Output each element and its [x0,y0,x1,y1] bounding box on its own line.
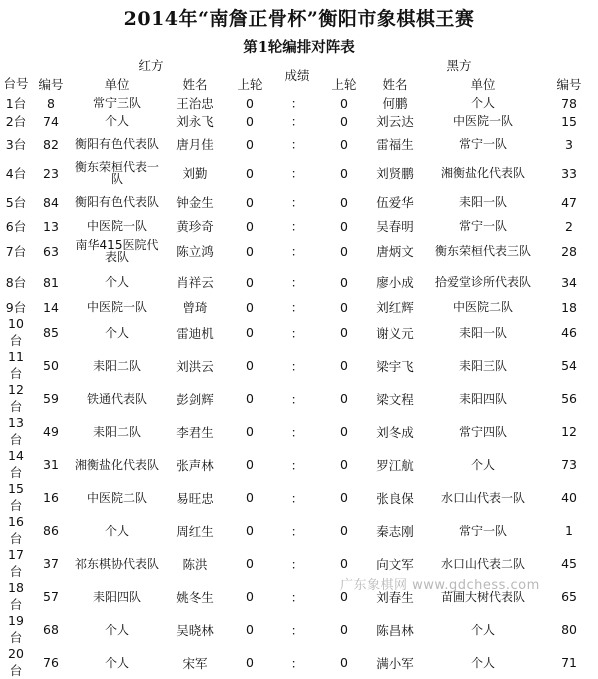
table-no-header: 台号 [3,76,29,91]
black-unit-cell: 中医院二队 [453,300,514,314]
black-no-cell: 28 [561,243,577,259]
table-no-cell: 1台 [5,96,27,111]
black-prev-cell: 0 [340,391,348,406]
result-cell: ： [290,358,304,374]
black-prev-cell: 0 [340,95,348,111]
black-prev-cell: 0 [340,622,348,637]
table-row [2,613,596,646]
black-name-cell: 刘冬成 [376,424,414,440]
black-no-cell: 65 [561,589,577,604]
result-cell: ： [290,325,304,341]
red-no-cell: 85 [43,325,59,340]
red-prev-cell: 0 [246,113,254,129]
table-no-cell: 20台 [8,646,24,678]
table-no-cell: 6台 [5,219,27,234]
result-cell: ： [290,589,304,605]
black-unit-cell: 耒阳一队 [459,325,508,340]
result-cell: ： [290,424,304,440]
red-name-cell: 宋军 [182,655,208,671]
result-cell: ： [290,457,304,473]
table-no-cell: 12台 [8,382,24,414]
red-unit-header: 单位 [104,77,130,92]
black-no-cell: 71 [561,655,577,670]
red-prev-cell: 0 [246,274,254,290]
red-name-cell: 陈洪 [182,556,208,572]
red-no-cell: 31 [43,457,59,472]
table-no-cell: 17台 [8,547,24,579]
red-no-cell: 84 [43,194,59,210]
red-side-label: 红方 [138,58,164,73]
red-no-cell: 59 [43,391,59,406]
red-name-cell: 陈立鸿 [176,244,214,259]
black-no-cell: 15 [561,113,577,129]
red-unit-cell: 个人 [104,114,129,128]
red-name-cell: 雷迪机 [176,325,214,341]
red-unit-cell: 耒阳二队 [92,358,141,373]
red-name-cell: 李君生 [176,424,214,440]
black-prev-cell: 0 [340,589,348,604]
red-name-cell: 唐月佳 [176,137,214,152]
table-row [2,266,596,298]
black-prev-cell: 0 [340,113,348,129]
black-no-cell: 12 [561,424,577,439]
result-header: 成绩 [284,68,310,83]
result-cell: ： [290,391,304,407]
red-no-cell: 13 [43,218,59,234]
black-prev-cell: 0 [340,299,348,315]
table-row [2,94,596,112]
red-prev-cell: 0 [246,325,254,340]
table-no-cell: 13台 [8,415,24,447]
black-no-cell: 54 [561,358,577,373]
black-unit-cell: 个人 [471,457,496,472]
black-name-cell: 刘云达 [376,114,414,129]
black-name-cell: 雷福生 [376,137,414,152]
black-no-cell: 47 [561,194,577,210]
black-name-cell: 伍爱华 [376,195,414,210]
red-prev-cell: 0 [246,243,254,259]
red-unit-cell: 湘衡盐化代表队 [74,457,159,472]
black-name-cell: 谢义元 [376,325,414,341]
black-name-cell: 向文军 [376,556,414,572]
table-row [2,514,596,547]
result-cell: ： [290,300,304,315]
result-cell: ： [290,219,304,234]
table-row [2,646,596,679]
table-no-cell: 8台 [5,275,27,290]
result-cell: ： [290,655,304,671]
table-row [2,216,596,236]
red-no-cell: 14 [43,299,59,315]
black-name-cell: 刘春生 [376,589,414,605]
red-unit-cell: 衡东荣桓代表一队 [74,160,159,186]
black-unit-cell: 中医院一队 [453,114,514,128]
black-no-cell: 2 [565,218,573,234]
black-name-cell: 梁宇飞 [376,358,414,374]
black-unit-cell: 个人 [471,96,496,110]
red-no-cell: 82 [43,136,59,152]
red-no-cell: 74 [43,113,59,129]
red-name-cell: 吴晓林 [176,622,214,638]
red-prev-cell: 0 [246,457,254,472]
table-no-cell: 18台 [8,580,24,612]
red-no-cell: 68 [43,622,59,637]
red-unit-cell: 中医院一队 [86,219,147,233]
page-subtitle: 第1轮编排对阵表 [243,39,355,56]
red-name-cell: 姚冬生 [176,589,214,605]
red-prev-cell: 0 [246,556,254,571]
red-unit-cell: 衡阳有色代表队 [74,137,159,151]
black-unit-cell: 个人 [471,622,496,637]
red-prev-header: 上轮 [237,77,263,92]
black-prev-cell: 0 [340,218,348,234]
black-prev-cell: 0 [340,655,348,670]
red-unit-cell: 耒阳二队 [92,424,141,439]
result-cell: ： [290,195,304,210]
table-no-cell: 2台 [5,114,27,129]
red-unit-cell: 个人 [104,325,129,340]
black-no-cell: 73 [561,457,577,472]
result-cell: ： [290,137,304,152]
table-row [2,448,596,481]
red-no-cell: 37 [43,556,59,571]
black-unit-cell: 拾爱堂诊所代表队 [435,275,532,289]
red-name-cell: 曾琦 [182,300,208,315]
black-name-header: 姓名 [382,77,408,92]
table-row [2,415,596,448]
table-row [2,298,596,316]
black-name-cell: 罗江航 [376,457,414,473]
red-name-cell: 刘洪云 [176,358,214,374]
red-no-cell: 49 [43,424,59,439]
black-no-cell: 45 [561,556,577,571]
black-no-cell: 40 [561,490,577,505]
red-prev-cell: 0 [246,490,254,505]
red-name-cell: 张声林 [176,457,214,473]
black-prev-cell: 0 [340,358,348,373]
table-row [2,316,596,349]
red-prev-cell: 0 [246,358,254,373]
black-no-cell: 78 [561,95,577,111]
red-no-cell: 8 [47,95,55,111]
result-cell: ： [290,166,304,181]
black-prev-cell: 0 [340,165,348,181]
black-name-cell: 陈昌林 [376,622,414,638]
table-row [2,188,596,216]
red-name-cell: 钟金生 [176,195,214,210]
table-no-cell: 15台 [8,481,24,513]
red-no-cell: 81 [43,274,59,290]
red-name-cell: 彭剑辉 [176,391,214,407]
black-unit-cell: 湘衡盐化代表队 [441,166,526,180]
red-prev-cell: 0 [246,424,254,439]
black-name-cell: 何鹏 [382,96,408,111]
red-unit-cell: 中医院二队 [86,490,147,505]
red-unit-cell: 衡阳有色代表队 [74,195,159,209]
black-prev-cell: 0 [340,424,348,439]
red-no-cell: 16 [43,490,59,505]
black-no-cell: 18 [561,299,577,315]
black-unit-cell: 耒阳一队 [459,195,508,209]
red-unit-cell: 耒阳四队 [92,589,141,604]
red-prev-cell: 0 [246,165,254,181]
table-no-cell: 7台 [5,244,27,259]
black-prev-cell: 0 [340,556,348,571]
red-unit-cell: 个人 [104,523,129,538]
black-prev-cell: 0 [340,325,348,340]
black-prev-cell: 0 [340,490,348,505]
red-unit-cell: 个人 [104,275,129,289]
red-no-cell: 76 [43,655,59,670]
red-name-cell: 肖祥云 [176,275,214,290]
black-unit-cell: 常宁一队 [459,219,508,233]
black-name-cell: 张良保 [376,490,414,506]
black-side-label: 黑方 [446,58,472,73]
result-cell: ： [290,622,304,638]
red-unit-cell: 个人 [104,655,129,670]
table-no-cell: 14台 [8,448,24,480]
red-unit-cell: 铁通代表队 [86,391,147,406]
black-unit-cell: 常宁一队 [459,523,508,538]
table-row [2,112,596,130]
black-name-cell: 刘贤鹏 [376,166,414,181]
black-unit-cell: 水口山代表二队 [441,556,526,571]
black-no-cell: 33 [561,165,577,181]
result-cell: ： [290,556,304,572]
red-no-cell: 63 [43,243,59,259]
red-no-cell: 57 [43,589,59,604]
black-unit-cell: 个人 [471,655,496,670]
red-no-cell: 86 [43,523,59,538]
black-unit-cell: 常宁一队 [459,137,508,151]
result-cell: ： [290,523,304,539]
black-name-cell: 梁文程 [376,391,414,407]
red-prev-cell: 0 [246,95,254,111]
page-title: 2014年“南詹正骨杯”衡阳市象棋棋王赛 [123,8,475,30]
result-cell: ： [290,114,304,129]
red-name-header: 姓名 [182,77,208,92]
black-no-cell: 56 [561,391,577,406]
black-unit-cell: 耒阳四队 [459,391,508,406]
red-prev-cell: 0 [246,218,254,234]
black-prev-cell: 0 [340,136,348,152]
red-unit-cell: 个人 [104,622,129,637]
table-no-cell: 16台 [8,514,24,546]
black-unit-cell: 衡东荣桓代表三队 [435,244,532,258]
result-cell: ： [290,244,304,259]
red-prev-cell: 0 [246,622,254,637]
black-prev-header: 上轮 [331,77,357,92]
table-row [2,158,596,188]
black-name-cell: 刘红辉 [376,300,414,315]
table-row [2,349,596,382]
red-unit-cell: 祁东棋协代表队 [74,556,159,571]
red-unit-cell: 中医院一队 [86,300,147,314]
red-prev-cell: 0 [246,136,254,152]
table-no-cell: 3台 [5,137,27,152]
watermark: 广东象棋网 www.gdchess.com [340,578,540,593]
result-cell: ： [290,490,304,506]
table-row [2,236,596,266]
black-name-cell: 秦志刚 [376,523,414,539]
black-prev-cell: 0 [340,523,348,538]
table-no-cell: 9台 [5,300,27,315]
table-no-cell: 5台 [5,195,27,210]
table-row [2,130,596,158]
black-unit-header: 单位 [470,77,496,92]
red-name-cell: 刘永飞 [176,114,214,129]
table-no-cell: 4台 [5,166,27,181]
red-no-cell: 50 [43,358,59,373]
red-name-cell: 易旺忠 [176,490,214,506]
result-cell: ： [290,96,304,111]
table-no-cell: 11台 [8,349,24,381]
red-prev-cell: 0 [246,523,254,538]
black-name-cell: 吴春明 [376,219,414,234]
table-header [2,56,596,94]
red-no-cell: 23 [43,165,59,181]
black-unit-cell: 水口山代表一队 [441,490,526,505]
black-no-cell: 46 [561,325,577,340]
red-name-cell: 刘勤 [182,166,208,181]
red-no-header: 编号 [38,77,64,92]
black-no-cell: 80 [561,622,577,637]
black-prev-cell: 0 [340,274,348,290]
red-prev-cell: 0 [246,391,254,406]
black-unit-cell: 苗圃大树代表队 [441,589,526,604]
table-no-cell: 10台 [8,316,24,348]
table-no-cell: 19台 [8,613,24,645]
red-name-cell: 黄珍奇 [176,219,214,234]
black-no-cell: 1 [565,523,573,538]
table-row [2,382,596,415]
black-prev-cell: 0 [340,243,348,259]
black-name-cell: 廖小成 [376,275,414,290]
red-name-cell: 周红生 [176,523,214,539]
black-no-header: 编号 [556,77,582,92]
black-unit-cell: 耒阳三队 [459,358,508,373]
red-name-cell: 王治忠 [176,96,214,111]
black-prev-cell: 0 [340,457,348,472]
red-prev-cell: 0 [246,194,254,210]
table-row [2,481,596,514]
black-prev-cell: 0 [340,194,348,210]
black-no-cell: 34 [561,274,577,290]
red-unit-cell: 南华415医院代表队 [75,238,159,264]
red-unit-cell: 常宁三队 [92,96,141,110]
black-name-cell: 满小军 [376,655,414,671]
red-prev-cell: 0 [246,299,254,315]
red-prev-cell: 0 [246,655,254,670]
black-name-cell: 唐炳文 [376,244,414,259]
black-no-cell: 3 [565,136,573,152]
red-prev-cell: 0 [246,589,254,604]
black-unit-cell: 常宁四队 [459,424,508,439]
result-cell: ： [290,275,304,290]
